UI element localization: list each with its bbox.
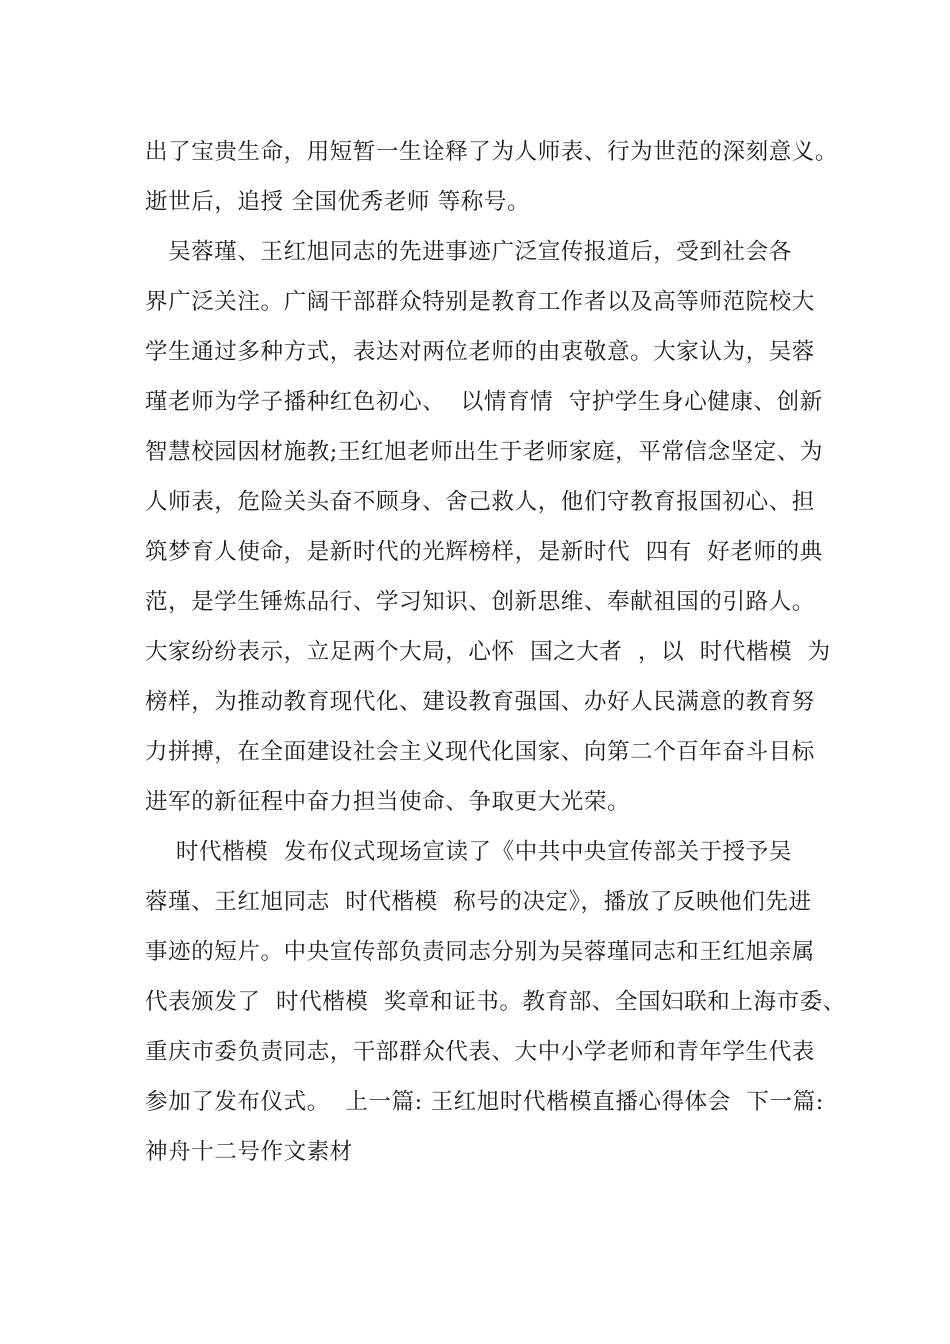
text-line: 力拼搏，在全面建设社会主义现代化国家、向第二个百年奋斗目标: [145, 739, 815, 765]
text-line: 筑梦育人使命，是新时代的光辉榜样，是新时代 四有 好老师的典: [145, 539, 823, 565]
text-line: [145, 1127, 845, 1177]
text-line: 界广泛关注。广阔干部群众特别是教育工作者以及高等师范院校大: [145, 289, 815, 315]
text-line: 事迹的短片。中央宣传部负责同志分别为吴蓉瑾同志和王红旭亲属: [145, 939, 815, 965]
prev-article-title: 王红旭时代楷模直播心得体会: [430, 1089, 731, 1115]
text-line: 大家纷纷表示，立足两个大局，心怀 国之大者 ，以 时代楷模 为: [145, 639, 831, 665]
text-line: 出了宝贵生命，用短暂一生诠释了为人师表、行为世范的深刻意义。: [145, 139, 839, 165]
text-line: 吴蓉瑾、王红旭同志的先进事迹广泛宣传报道后，受到社会各: [145, 239, 792, 265]
next-article-link[interactable]: [746, 1089, 823, 1115]
text-line: 代表颁发了 时代楷模 奖章和证书。教育部、全国妇联和上海市委、: [145, 989, 846, 1015]
text-line-tail: 参加了发布仪式。: [145, 1089, 330, 1115]
text-line: 蓉瑾、王红旭同志 时代楷模 称号的决定》，播放了反映他们先进: [145, 889, 812, 915]
text-line: 学生通过多种方式，表达对两位老师的由衷敬意。大家认为，吴蓉: [145, 339, 815, 365]
text-line: 范，是学生锤炼品行、学习知识、创新思维、奉献祖国的引路人。: [145, 589, 815, 615]
text-line-with-nav: [145, 1077, 845, 1127]
prev-article-link[interactable]: [345, 1089, 731, 1115]
text-line: 进军的新征程中奋力担当使命、争取更大光荣。: [145, 789, 631, 815]
text-line: 重庆市委负责同志，干部群众代表、大中小学老师和青年学生代表: [145, 1039, 815, 1065]
text-line: 逝世后，追授 全国优秀老师 等称号。: [145, 189, 531, 215]
text-line: 榜样，为推动教育现代化、建设教育强国、办好人民满意的教育努: [145, 689, 815, 715]
next-article-label: 下一篇:: [746, 1089, 824, 1115]
article-body: [145, 127, 845, 1177]
prev-article-label: 上一篇:: [345, 1089, 423, 1115]
text-line: 智慧校园因材施教;王红旭老师出生于老师家庭，平常信念坚定、为: [145, 439, 824, 465]
text-line: 时代楷模 发布仪式现场宣读了《中共中央宣传部关于授予吴: [145, 839, 792, 865]
text-line: 瑾老师为学子播种红色初心、 以情育情 守护学生身心健康、创新: [145, 389, 823, 415]
next-article-title-link[interactable]: 神舟十二号作文素材: [145, 1139, 353, 1165]
text-line: 人师表，危险关头奋不顾身、舍己救人，他们守教育报国初心、担: [145, 489, 815, 515]
